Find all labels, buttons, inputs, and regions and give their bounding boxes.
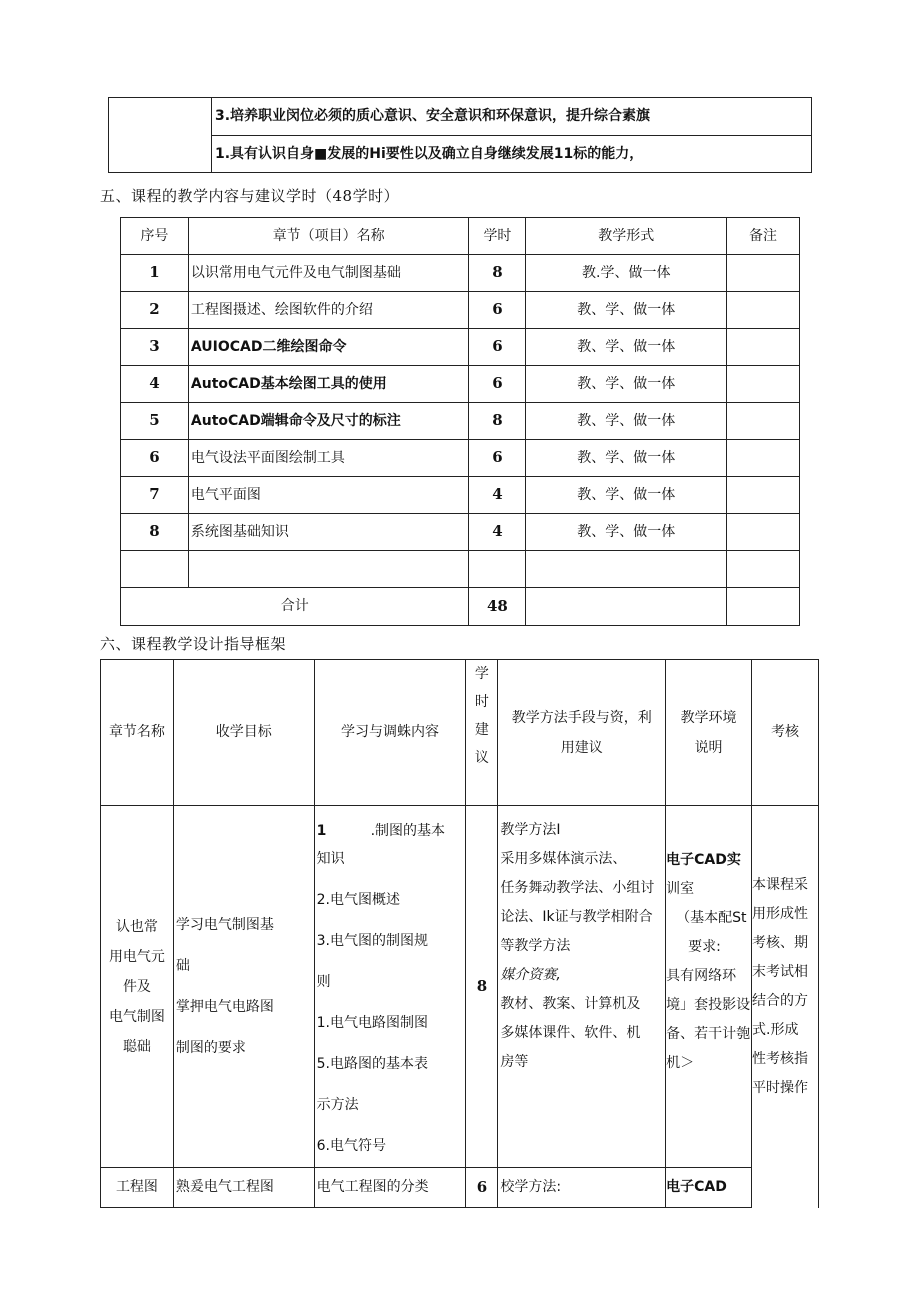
header-assess: 考核 <box>752 660 819 806</box>
header-env-line2: 说明 <box>694 739 723 756</box>
row-hours: 6 <box>469 329 526 366</box>
row1-chapter-line: 件及 <box>122 978 151 995</box>
row-name: 工程图摄述、绘图软件的介绍 <box>188 292 469 329</box>
row2-hours: 6 <box>466 1168 498 1208</box>
row1-goal-line: 掌押电气电路图 <box>175 998 274 1015</box>
row1-method-italic: 媒介资赛, <box>500 967 561 983</box>
header-hours-suggest <box>466 660 498 806</box>
header-hours-char: 议 <box>474 750 489 766</box>
row-form: 教、学、做一体 <box>526 403 727 440</box>
row1-env-line: 训室 <box>666 881 695 897</box>
row-form: 教、学、做一体 <box>526 477 727 514</box>
header-goal: 收学目标 <box>173 660 314 806</box>
row-name: 系统图基础知识 <box>188 514 469 551</box>
row-note <box>727 255 800 292</box>
row1-chapter-line: 认也常 <box>115 918 158 935</box>
row1-assess <box>752 806 819 1208</box>
row-seq: 3 <box>121 329 189 366</box>
row1-method-line: 教学方法I <box>500 822 561 838</box>
design-table <box>100 659 819 1208</box>
empty-cell <box>469 551 526 588</box>
row-name: 电气平面图 <box>188 477 469 514</box>
row1-method-line: 多媒体课件、软件、机 <box>500 1025 641 1041</box>
row-seq: 5 <box>121 403 189 440</box>
row-seq: 8 <box>121 514 189 551</box>
header-hours-char: 学 <box>474 666 489 682</box>
row1-content-line: 示方法 <box>316 1097 359 1113</box>
row1-chapter-line: 电气制图 <box>108 1008 165 1025</box>
row-hours: 4 <box>469 477 526 514</box>
header-content: 学习与调蛛内容 <box>314 660 466 806</box>
section5-title: 五、课程的教学内容与建议学时（48学时） <box>100 187 400 205</box>
row-seq: 2 <box>121 292 189 329</box>
row1-content-line: 6.电气符号 <box>316 1138 386 1154</box>
row-seq: 6 <box>121 440 189 477</box>
hours-table <box>120 217 800 626</box>
row1-method-line: 论法、Ik证与教学相附合 <box>500 909 653 925</box>
row1-env-line: （基本配St <box>676 910 747 926</box>
row1-content-line: 2.电气图概述 <box>316 892 400 908</box>
design-row <box>101 806 819 1168</box>
row1-assess-line: 式.形成 <box>752 1022 799 1038</box>
row1-assess-line: 末考试相 <box>752 964 809 980</box>
table-row <box>121 292 800 329</box>
header-env-line1: 教学环境 <box>680 709 737 726</box>
row1-hours: 8 <box>466 806 498 1168</box>
table-row <box>121 440 800 477</box>
row-hours: 6 <box>469 292 526 329</box>
row1-chapter <box>101 806 174 1168</box>
table-row <box>121 403 800 440</box>
row1-content-first: .制图的基本 <box>370 823 446 839</box>
row1-content-line: 1.电气电路图制图 <box>316 1015 428 1031</box>
row-note <box>727 440 800 477</box>
table-row-empty <box>121 551 800 588</box>
row1-assess-line: 结合的方 <box>752 993 809 1009</box>
header-hours-char: 建 <box>474 722 489 738</box>
row2-method: 校学方法: <box>498 1168 666 1208</box>
row1-content-line: 则 <box>316 974 331 990</box>
row-name: 电气设法平面图绘制工具 <box>188 440 469 477</box>
header-form: 教学形式 <box>526 218 727 255</box>
row1-goal-line: 学习电气制图基 <box>175 916 274 933</box>
design-row <box>101 1168 819 1208</box>
table-row <box>121 329 800 366</box>
row1-method-line: 房等 <box>500 1054 529 1070</box>
header-hours-char: 时 <box>474 694 489 710</box>
table-row <box>121 366 800 403</box>
row1-method <box>498 806 666 1168</box>
row-hours: 8 <box>469 255 526 292</box>
row2-env: 电子CAD <box>666 1168 752 1208</box>
row1-env <box>666 806 752 1168</box>
row-seq: 4 <box>121 366 189 403</box>
row1-assess-line: 本课程采 <box>752 877 809 893</box>
row-seq: 1 <box>121 255 189 292</box>
row-note <box>727 514 800 551</box>
row-seq: 7 <box>121 477 189 514</box>
row1-assess-line: 考核、期 <box>752 935 809 951</box>
row1-content-line <box>317 816 464 846</box>
row2-goal: 熟爰电气工程图 <box>173 1168 314 1208</box>
header-method-line2: 用建议 <box>560 739 603 756</box>
top-line-1: 3.培养职业闵位必须的质心意识、安全意识和环保意识，提升综合素旗 <box>212 98 812 136</box>
header-chapter-name: 章节名称 <box>101 660 174 806</box>
row-form: 教、学、做一体 <box>526 440 727 477</box>
row1-method-line: 任务舞动教学法、小组讨 <box>500 880 655 896</box>
section6-title: 六、课程教学设计指导框架 <box>100 635 287 653</box>
row-hours: 6 <box>469 366 526 403</box>
row-form: 教、学、做一体 <box>526 366 727 403</box>
empty-cell <box>121 551 189 588</box>
row2-chapter: 工程图 <box>101 1168 174 1208</box>
row-note <box>727 329 800 366</box>
row1-env-line: 境」套投影设 <box>666 997 751 1013</box>
empty-cell <box>526 551 727 588</box>
top-table <box>108 97 812 173</box>
row1-assess-line: 性考核指 <box>752 1051 809 1067</box>
row1-content-line: 3.电气图的制图规 <box>316 933 428 949</box>
empty-cell <box>727 551 800 588</box>
top-left-cell <box>109 98 212 173</box>
row1-content <box>314 806 466 1168</box>
top-line-2: 1.具有认识自身■发展的Hi要性以及确立自身继续发展11标的能力， <box>212 135 812 173</box>
row-form: 教、学、做一体 <box>526 292 727 329</box>
header-method-line1: 教学方法手段与资，利 <box>511 709 652 726</box>
row1-env-line: 机＞ <box>666 1055 695 1071</box>
row1-method-line: 采用多媒体演示法、 <box>500 851 627 867</box>
row1-goal-line: 础 <box>175 957 190 974</box>
empty-cell <box>727 588 800 626</box>
row1-method-line: 教材、教案、计算机及 <box>500 996 641 1012</box>
table-row <box>121 255 800 292</box>
row1-env-line: 备、若干计匏 <box>666 1026 751 1042</box>
row1-content-line: 知识 <box>316 851 345 867</box>
row-form: 教、学、做一体 <box>526 329 727 366</box>
row-note <box>727 403 800 440</box>
total-label: 合计 <box>121 588 469 626</box>
row1-goal-line: 制图的要求 <box>175 1039 246 1056</box>
header-method <box>498 660 666 806</box>
header-note: 备注 <box>727 218 800 255</box>
row-name: AutoCAD基本绘图工具的使用 <box>188 366 469 403</box>
row1-goal <box>173 806 314 1168</box>
header-seq: 序号 <box>121 218 189 255</box>
row-hours: 4 <box>469 514 526 551</box>
header-hours: 学时 <box>469 218 526 255</box>
row-hours: 8 <box>469 403 526 440</box>
total-row <box>121 588 800 626</box>
row-note <box>727 477 800 514</box>
header-chapter: 章节（项目）名称 <box>188 218 469 255</box>
table-row <box>121 477 800 514</box>
row-note <box>727 366 800 403</box>
row-hours: 6 <box>469 440 526 477</box>
row-name: 以识常用电气元件及电气制图基础 <box>188 255 469 292</box>
empty-cell <box>188 551 469 588</box>
row2-content: 电气工程图的分类 <box>314 1168 466 1208</box>
row1-assess-line: 平时操作 <box>752 1080 809 1096</box>
row1-env-line: 要求: <box>688 939 721 955</box>
row-name: AutoCAD端辑命令及尺寸的标注 <box>188 403 469 440</box>
row1-env-line: 具有网络环 <box>666 968 737 984</box>
row-name: AUIOCAD二维绘图命令 <box>188 329 469 366</box>
table-row <box>121 514 800 551</box>
row1-content-line: 5.电路图的基本表 <box>316 1056 428 1072</box>
header-env <box>666 660 752 806</box>
row1-content-num: 1 <box>316 823 327 839</box>
row-form: 教、学、做一体 <box>526 514 727 551</box>
row-form: 教.学、做一体 <box>526 255 727 292</box>
row1-method-line: 等教学方法 <box>500 938 571 954</box>
row1-chapter-line: 聪础 <box>122 1038 151 1055</box>
row1-env-line: 电子CAD实 <box>666 852 741 868</box>
total-hours: 48 <box>469 588 526 626</box>
row1-chapter-line: 用电气元 <box>108 948 165 965</box>
empty-cell <box>526 588 727 626</box>
row1-assess-line: 用形成性 <box>752 906 809 922</box>
row-note <box>727 292 800 329</box>
